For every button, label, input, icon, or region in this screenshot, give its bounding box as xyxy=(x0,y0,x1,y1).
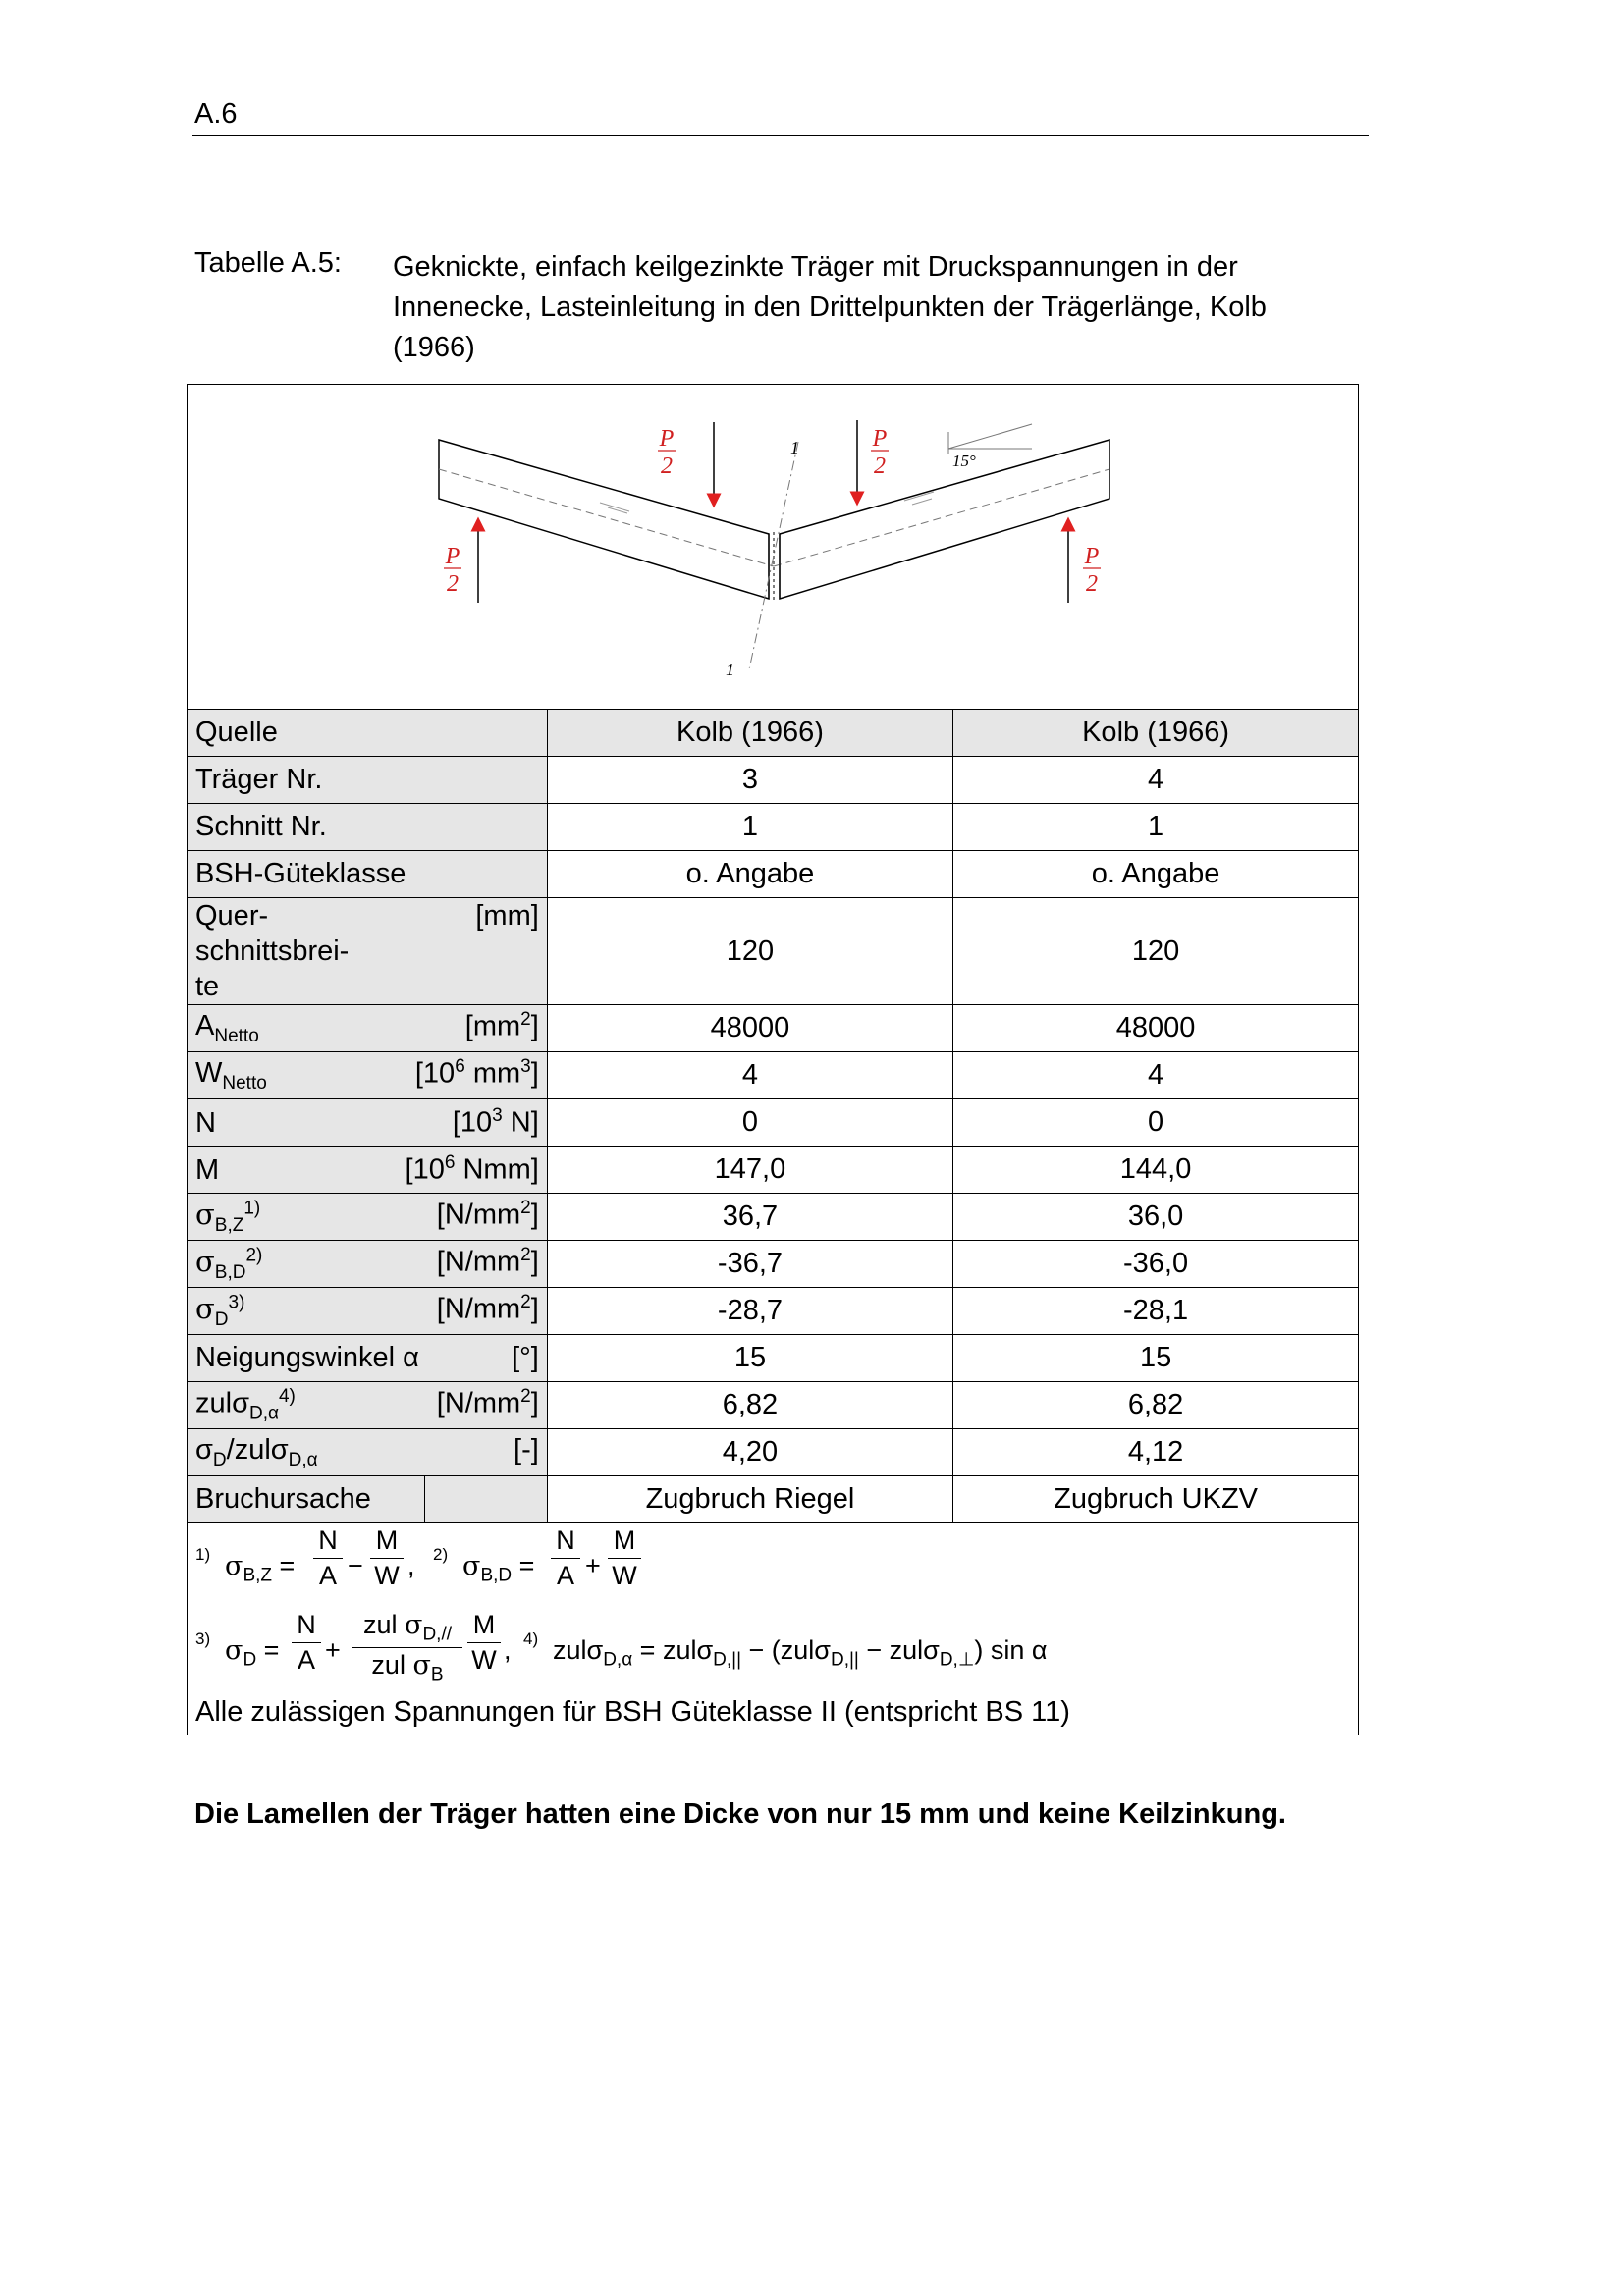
row-label: Neigungswinkel α [°] xyxy=(188,1335,547,1382)
table-caption-label: Tabelle A.5: xyxy=(194,247,342,279)
row-label: $\sigma_{B,Z}^{1)}$ $[N/mm^2]$ xyxy=(188,1194,547,1241)
cell-col1: Zugbruch Riegel xyxy=(547,1476,952,1523)
cell-col1: 0 xyxy=(547,1099,952,1147)
load-label-den-4: 2 xyxy=(1086,571,1098,597)
row-label: Quelle xyxy=(188,710,547,757)
row-label: M [$10^6$ Nmm] xyxy=(188,1147,547,1194)
label-line: schnittsbrei- xyxy=(195,935,350,967)
unit: [mm] xyxy=(475,900,539,932)
cell-col1: 48000 xyxy=(547,1005,952,1052)
section-label-bottom: 1 xyxy=(726,660,734,679)
table-row-a-netto xyxy=(188,1005,1358,1052)
cell-col2: 4 xyxy=(953,1052,1358,1099)
row-label: Schnitt Nr. xyxy=(188,804,547,851)
table-row-traeger xyxy=(188,757,1358,804)
table-row-gueteklasse xyxy=(188,851,1358,898)
footnote-marker: 4) xyxy=(523,1629,539,1648)
row-label: zulσ$_{D,\alpha}^{4)}$ $[N/mm^2]$ xyxy=(188,1382,547,1429)
formula-4: zulσ$_{D,\alpha}$ = zulσ$_{D,||}$ − (zulσ$_{D,||}$ − zulσ$_{D,\perp}$) sin α xyxy=(553,1635,1048,1671)
table-row-sigma-bd xyxy=(188,1241,1358,1288)
cell-col1: 36,7 xyxy=(547,1194,952,1241)
table-row-neigungswinkel xyxy=(188,1335,1358,1382)
cell-col2: Kolb (1966) xyxy=(953,710,1358,757)
table-row-quelle xyxy=(188,710,1358,757)
row-label: Bruchursache xyxy=(188,1476,547,1523)
cell-col1: o. Angabe xyxy=(547,851,952,898)
label-line: Quer- xyxy=(195,900,269,932)
table-row-m xyxy=(188,1147,1358,1194)
label-line: te xyxy=(195,971,220,1002)
row-label xyxy=(188,898,547,1005)
row-label: $\sigma_D/zul\sigma_{D,\alpha}$ [-] xyxy=(188,1429,547,1476)
section-label-top: 1 xyxy=(790,438,799,457)
cell-col1: 6,82 xyxy=(547,1382,952,1429)
fraction: M W xyxy=(370,1527,404,1589)
cell-col2: 144,0 xyxy=(953,1147,1358,1194)
angle-label: 15° xyxy=(952,452,976,470)
beam-diagram xyxy=(188,385,1357,709)
cell-col2: 4 xyxy=(953,757,1358,804)
footnote-marker: 2) xyxy=(433,1545,449,1564)
cell-col2: 48000 xyxy=(953,1005,1358,1052)
cell-col1: -36,7 xyxy=(547,1241,952,1288)
cell-col1: 3 xyxy=(547,757,952,804)
table-row-w-netto xyxy=(188,1052,1358,1099)
table-row-schnitt xyxy=(188,804,1358,851)
cell-col1: 4,20 xyxy=(547,1429,952,1476)
cell-col1: Kolb (1966) xyxy=(547,710,952,757)
cell-col2: o. Angabe xyxy=(953,851,1358,898)
load-label-num-4: P xyxy=(1084,544,1100,569)
cell-col2: -36,0 xyxy=(953,1241,1358,1288)
cell-col1: 120 xyxy=(547,898,952,1005)
beam-figure xyxy=(188,385,1358,710)
footnote-note: Alle zulässigen Spannungen für BSH Güteklasse II (entspricht BS 11) xyxy=(195,1696,1070,1728)
fraction: N A xyxy=(292,1612,321,1674)
cell-col1: 4 xyxy=(547,1052,952,1099)
load-label-num-2: P xyxy=(872,426,888,452)
row-label: N [$10^3$ N] xyxy=(188,1099,547,1147)
cell-col2: 4,12 xyxy=(953,1429,1358,1476)
cell-col2: 36,0 xyxy=(953,1194,1358,1241)
cell-col2: 1 xyxy=(953,804,1358,851)
footnotes: 1) $\sigma_{B,Z}$ = N A − M W , 2) $\sigma_{B,D}$ = N A + M W 3) $\sigma_D$ = N A + zul $\sigma_{D,//}$ zul $\sigma_B$ M W , 4) zulσ$_{D,\alpha}$ = zulσ$_{D,||}$ − (zulσ$_{D,||}$ − zulσ$_{D,\perp}$) sin α Alle zulässigen Spannungen für BSH Güteklasse II (entspricht BS 11) xyxy=(188,1522,1358,1735)
fraction: N A xyxy=(551,1527,580,1589)
table-caption-text: Geknickte, einfach keilgezinkte Träger mit Druckspannungen in der Innenecke, Lasteinleitung in den Drittelpunkten der Trägerlänge, Kolb (1966) xyxy=(393,251,1267,363)
table-row-zul-sigma xyxy=(188,1382,1358,1429)
cell-col2: -28,1 xyxy=(953,1288,1358,1335)
fraction: M W xyxy=(608,1527,641,1589)
fraction: zul $\sigma_{D,//}$ zul $\sigma_B$ xyxy=(352,1612,462,1684)
row-label: $A_{Netto}$ $[mm^2]$ xyxy=(188,1005,547,1052)
table-row-querschnittsbreite xyxy=(188,898,1358,1005)
right-beam xyxy=(780,440,1109,599)
table-row-sigma-d xyxy=(188,1288,1358,1335)
footnote-marker: 1) xyxy=(195,1545,211,1564)
table-frame xyxy=(187,384,1359,1735)
cell-col2: Zugbruch UKZV xyxy=(953,1476,1358,1523)
row-label: $\sigma_{B,D}^{2)}$ $[N/mm^2]$ xyxy=(188,1241,547,1288)
table-row-bruchursache xyxy=(188,1476,1358,1523)
cell-col1: 15 xyxy=(547,1335,952,1382)
table-row-sigma-bz xyxy=(188,1194,1358,1241)
fraction: M W xyxy=(467,1612,501,1674)
cell-col2: 0 xyxy=(953,1099,1358,1147)
load-label-num-3: P xyxy=(445,544,460,569)
load-label-den-1: 2 xyxy=(661,454,673,479)
load-label-den-2: 2 xyxy=(874,454,886,479)
load-label-den-3: 2 xyxy=(447,571,459,597)
row-label: Träger Nr. xyxy=(188,757,547,804)
cell-col1: -28,7 xyxy=(547,1288,952,1335)
footnote-marker: 3) xyxy=(195,1629,211,1648)
table-row-ratio xyxy=(188,1429,1358,1476)
cell-col1: 147,0 xyxy=(547,1147,952,1194)
left-beam xyxy=(439,440,769,599)
row-label: $W_{Netto}$ [$10^6$ $mm^3$] xyxy=(188,1052,547,1099)
page-header: A.6 xyxy=(194,98,238,130)
cell-col1: 1 xyxy=(547,804,952,851)
bottom-note: Die Lamellen der Träger hatten eine Dicke von nur 15 mm und keine Keilzinkung. xyxy=(194,1798,1286,1830)
header-rule xyxy=(192,135,1369,136)
row-label: $\sigma_D^{3)}$ $[N/mm^2]$ xyxy=(188,1288,547,1335)
row-label: BSH-Güteklasse xyxy=(188,851,547,898)
data-table xyxy=(188,710,1358,1522)
table-row-n xyxy=(188,1099,1358,1147)
fraction: N A xyxy=(313,1527,343,1589)
load-label-num-1: P xyxy=(659,426,675,452)
cell-col2: 120 xyxy=(953,898,1358,1005)
cell-col2: 6,82 xyxy=(953,1382,1358,1429)
cell-col2: 15 xyxy=(953,1335,1358,1382)
